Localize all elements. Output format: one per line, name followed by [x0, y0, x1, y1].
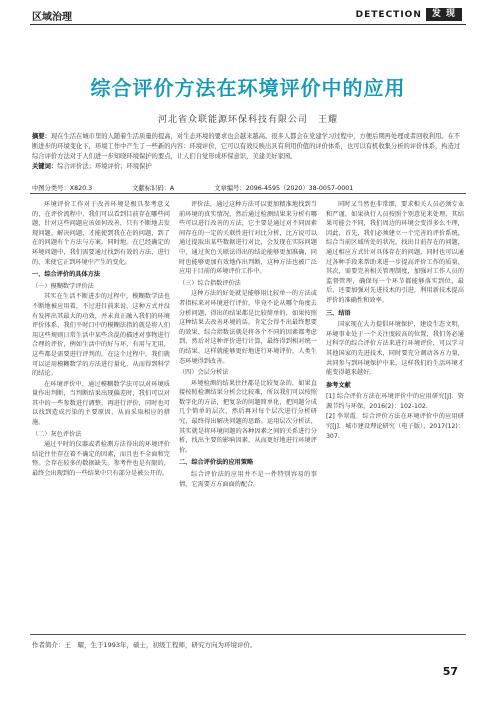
abstract-text: 现在生活在城市里的人随着生活质量的提高，对生态环境的要求也会越来越高。很多人都会在党建学习过程中，方便后期再处理或者回收利用。在不断进步的环境变化下，环境工作中产生了一些新的内容：环境评价，它可以有效反映出具有利用价值的评价体系，也可以有机收集分析的评价体系，构造过综合评价方法对于人们进一步知晓环境保护的要点，让人们自觉形成环保意识，美建美好家园。	[32, 133, 461, 160]
paragraph: 综合评价法的应用并不是一件特别容易的事情，它需要方方面面的配合。	[179, 471, 317, 488]
column-2	[179, 200, 317, 628]
footer-rule	[30, 634, 466, 635]
detection-en: DETECTION	[355, 9, 422, 20]
column-3	[326, 200, 464, 628]
section-label: 区域治理	[32, 12, 72, 23]
meta-rule	[30, 193, 466, 194]
subsection-heading: （二）灰色评价法	[32, 430, 82, 438]
author-note: 作者简介：王 耀，生于1993年，硕士，初级工程师，研究方向为环境评价。	[32, 641, 257, 649]
meta-line	[32, 183, 464, 192]
paragraph: 其实在生活不断进步的过程中，模糊数学法也不断地被应用着，不过进目前来说，这种方式并没有发挥出其最大的功效，并未真正融入我们的环境评价体系，我们平时口中的模糊法指的就是将人们用这些规则日常生活中某些含混的描述对事物进行合理的评价，例如生活中的好与坏、有用与无用，这些都是需要进行评判的，在这个过程中，我们就可以运用模糊数学的方法进行量化，从而得到科学的结论。	[32, 293, 170, 378]
section-heading: 三、结语	[326, 309, 351, 317]
paragraph: 同时又当然也非常细，要求相关人员必须专业和严谨，如果执行人员按照个别意见来处理，其结果可能会不同，我们周边的环境会变得多么不理，因此，首先，我们必须建立一个完善的评价系统，综合当前区域所处的状况，找出目前存在的问题，通过相应方式针对具体存在的问题，同时也可以通过各种手段来帮助来进一步提高评价工作的质量，其次，需要完善相关管理制度，加强对工作人员的监督管理，确保每一个环节都能够落实到位，最后，还要加强对先进技术的引进，利用新技术提高评价的准确性和效率。	[326, 201, 464, 304]
paragraph: 这种方法的好处就是能够用比较单一的方法或者指标来对环境进行评价，毕竟不论从哪个角度去分析问题，得出的结果都是比较简单的，如果按照这种结果去改善环境的话，肯定会得不出最终想要的效果，综合指数法就是将各个不同的因素都考虑到，然后对这种评价进行计算，最终得到相对统一的结果，这样就能够更好地进行环境评价，人类生态环境得到改善。	[179, 290, 317, 365]
references-heading: 参考文献	[326, 381, 351, 389]
doc-code: 文献标识码：A	[132, 185, 175, 192]
clc-number: 中图分类号：X820.3	[32, 185, 93, 192]
abstract-label: 摘要：	[32, 133, 51, 140]
article-number: 文章编号：2096-4595（2020）38-0057-0001	[214, 185, 354, 192]
paragraph: 在环境评价中，通过模糊数学法可以对环境质量作出判断，当判断结果出现偏差时，我们可以对其中的一些参数进行调整，再进行评价，同时也可以找到造成污染的主要原因，从而采取相应的措施。	[32, 380, 170, 427]
article-title: 综合评价方法在环境评价中的应用	[90, 76, 406, 100]
affiliation: 河北省众联能源环保科技有限公司 王耀	[157, 115, 338, 125]
paragraph: 通过平时的仪器或者检测方法得出的环境评价结论往往存在着不确定的因素，而且也不全面和完整。会存在较多的数据缺失。参考件也是有限的，最终会出现到的一些结果中只有部分是被公开的。	[32, 441, 170, 478]
paragraph: 环境检测的结果往往都是比较复杂的，如果直接按照检测结果分析会比较难，所以我们可以按照数字化的方法，把复杂的问题简单化，把问题分成几个简单的层次，然后再对每个层次进行分析研究，最终得出解决问题的思路。运用层次分析法，其实就是将环境问题的各种因素之间的关系进行分析，找出主要的影响因素，从而更好地进行环境评价。	[179, 379, 317, 454]
page-number: 57	[442, 665, 458, 678]
keywords-text: 综合评价法；环境评价；环境保护	[57, 163, 152, 170]
paragraph: 国家现在大力提倡环境保护，建设生态文明，环境事业处于一个关注度较高的位置，我们务必通过科学的综合评价方法来进行环境评价，可以学习其他国家的先进技术，同时要充分调动各方力量，共同参与到环境保护中来，这样我们的生活环境才能变得越来越好。	[326, 321, 464, 377]
header-rule	[30, 24, 466, 25]
detection-banner	[356, 8, 462, 21]
paragraph: 评价法，通过这种方法可以更加精准地找到当前环境的真实情况，然后通过检测结果来分析有哪些可以进行改善的方法，它主要是通过对不同因素间存在的一定的关联性进行对比分析，比方说可以通过提取出某些数据进行对比，会发现在实际问题中，通过灰色关联法得出的结论能够更加准确，同时也能够更加有效地作出判断，这种方法也被广泛应用于目前的环境评价工作中。	[179, 201, 317, 276]
detection-cn: 发 现	[426, 8, 462, 21]
paragraph: 环境评价工作对于改善环境是极具参考意义的，在评价流程中，我们可以看到目前存在哪些问题，针对这些问题应该如何改善，只有不断地去发现问题、解决问题，才能使到我在在的问题，到了在的问题有个方法与方案，同时地。在已经确定的环境问题中，我们需要通过找到有效的方法，进行的，来使它正到环境中产生的变化。	[32, 201, 170, 266]
keywords-label: 关键词：	[32, 163, 58, 170]
subsection-heading: （四）会层分析法	[179, 369, 229, 377]
reference-item: [1] 综合评价方法在环境评价中的应用研究[J]．资源节约与环保，2016(2)：102-102.	[326, 393, 464, 410]
column-1	[32, 200, 170, 628]
body-columns	[32, 200, 464, 628]
subsection-heading: （三）综合指数评价法	[179, 279, 241, 287]
section-heading: 二、综合评价法的应用策略	[179, 459, 254, 467]
reference-item: [2] 李翠霞．综合评价方法在环境评价中的应用研究[J]．城市建设理论研究（电子版），2017(12)：307.	[326, 413, 464, 440]
subsection-heading: （一）模糊数学评价法	[32, 282, 94, 290]
section-heading: 一、综合评价的具体方法	[32, 271, 101, 279]
abstract-block	[32, 132, 464, 172]
